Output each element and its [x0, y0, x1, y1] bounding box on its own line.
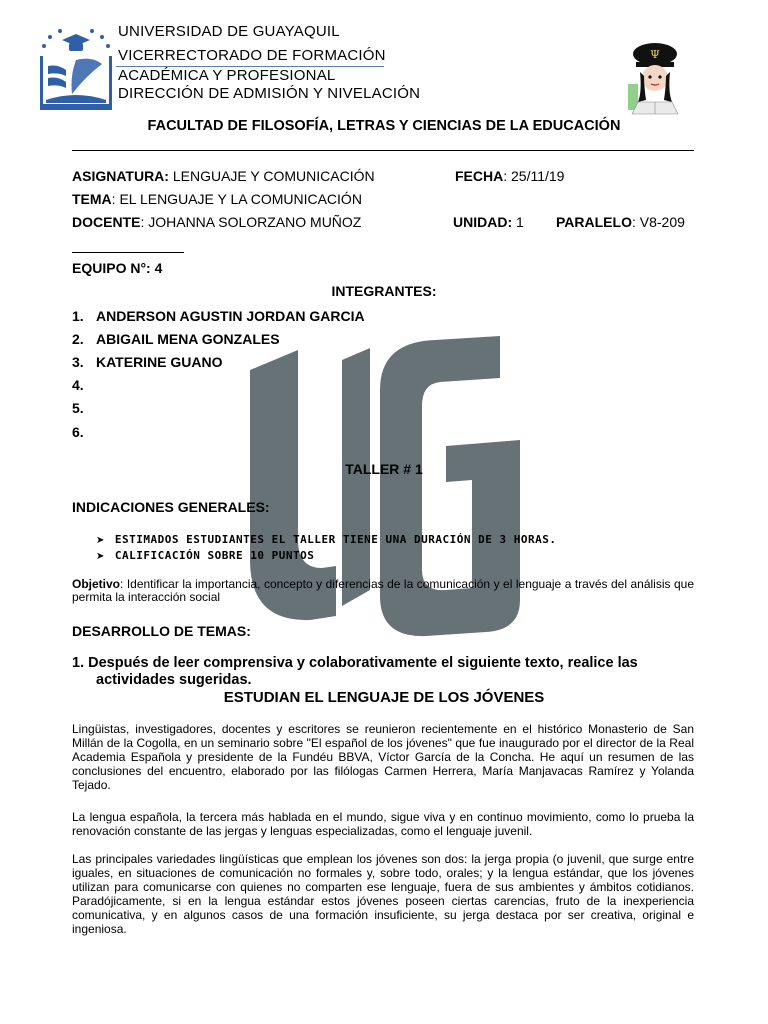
blank-underline — [72, 252, 184, 253]
question-1 — [72, 655, 712, 689]
header-divider — [72, 150, 694, 151]
reading-paragraph-2: La lengua española, la tercera más hablada en el mundo, sigue viva y en continuo movimiento, como lo prueba la renovación constante de las jergas y lenguas especializadas, como el lenguaje juvenil. — [72, 810, 694, 838]
fecha-field — [455, 168, 564, 184]
objetivo-paragraph — [72, 578, 694, 604]
docente-label: DOCENTE — [72, 214, 141, 230]
paralelo-field — [556, 214, 685, 230]
desarrollo-title: DESARROLLO DE TEMAS: — [72, 623, 251, 639]
asignatura-label: ASIGNATURA: — [72, 168, 169, 184]
objetivo-label: Objetivo — [72, 577, 121, 591]
indicacion-item: ➤ ESTIMADOS ESTUDIANTES EL TALLER TIENE UNA DURACIÓN DE 3 HORAS. — [96, 533, 557, 546]
arrow-bullet-icon: ➤ — [96, 551, 105, 562]
objetivo-text: : Identificar la importancia, concepto y diferencias de la comunicación y el lenguaje a través del análisis que permita la interacción social — [72, 577, 694, 604]
member-item: 5. — [72, 400, 84, 416]
unidad-field — [453, 214, 524, 230]
unidad-value: 1 — [512, 214, 524, 230]
question-1-line1: 1. Después de leer comprensiva y colaborativamente el siguiente texto, realice las — [72, 655, 638, 671]
indicacion-item: ➤ CALIFICACIÓN SOBRE 10 PUNTOS — [96, 549, 315, 562]
faculty-mascot-logo-icon — [620, 40, 690, 120]
unidad-label: UNIDAD: — [453, 214, 513, 230]
asignatura-field — [72, 168, 375, 184]
docente-field — [72, 214, 361, 230]
university-logo-icon — [36, 26, 116, 112]
docente-value: : JOHANNA SOLORZANO MUÑOZ — [140, 214, 362, 230]
fecha-label: FECHA — [455, 168, 504, 184]
taller-title: TALLER # 1 — [345, 461, 423, 477]
paralelo-value: : V8-209 — [631, 214, 685, 230]
svg-text:Ψ: Ψ — [650, 48, 660, 61]
vicerrectorado-title: VICERRECTORADO DE FORMACIÓN — [118, 47, 386, 64]
asignatura-value: LENGUAJE Y COMUNICACIÓN — [168, 168, 375, 184]
reading-title: ESTUDIAN EL LENGUAJE DE LOS JÓVENES — [223, 689, 545, 706]
indicaciones-title: INDICACIONES GENERALES: — [72, 499, 270, 515]
member-name: KATERINE GUANO — [96, 354, 223, 370]
question-1-line2: actividades sugeridas. — [96, 672, 252, 688]
integrantes-title: INTEGRANTES: — [331, 283, 437, 299]
member-item: 4. — [72, 377, 84, 393]
vicerrectorado-subtitle: ACADÉMICA Y PROFESIONAL — [118, 67, 336, 84]
member-item: 6. — [72, 424, 84, 440]
member-item: 1. ANDERSON AGUSTIN JORDAN GARCIA — [72, 308, 365, 324]
member-name: ANDERSON AGUSTIN JORDAN GARCIA — [96, 308, 365, 324]
arrow-bullet-icon: ➤ — [96, 535, 105, 546]
tema-label: TEMA — [72, 191, 112, 207]
tema-field — [72, 191, 362, 207]
reading-paragraph-1: Lingüistas, investigadores, docentes y escritores se reunieron recientemente en el histórico Monasterio de San Millán de la Cogolla, en un seminario sobre "El español de los jóvenes" que fue inaugurado por el director de la Real Academia Española y presidente de la Fundéu BBVA, Víctor García de la Concha. He aquí un resumen de las conclusiones del encuentro, elaborado por las filólogas Carmen Herrera, María Manjavacas Ramírez y Yolanda Tejado. — [72, 722, 694, 792]
member-item: 3. KATERINE GUANO — [72, 354, 223, 370]
direccion-title: DIRECCIÓN DE ADMISIÓN Y NIVELACIÓN — [118, 85, 421, 102]
fecha-value: : 25/11/19 — [503, 168, 565, 184]
equipo-number: EQUIPO N°: 4 — [72, 260, 163, 276]
member-name: ABIGAIL MENA GONZALES — [96, 331, 280, 347]
member-item: 2. ABIGAIL MENA GONZALES — [72, 331, 280, 347]
paralelo-label: PARALELO — [556, 214, 632, 230]
tema-value: : EL LENGUAJE Y LA COMUNICACIÓN — [111, 191, 362, 207]
university-name: UNIVERSIDAD DE GUAYAQUIL — [118, 23, 340, 40]
faculty-title: FACULTAD DE FILOSOFÍA, LETRAS Y CIENCIAS DE LA EDUCACIÓN — [147, 118, 621, 134]
reading-paragraph-3: Las principales variedades lingüísticas que emplean los jóvenes son dos: la jerga propia (o juvenil, que surge entre iguales, en situaciones de comunicación no formales y, sobre todo, orales; y la lengua estándar, que los jóvenes utilizan para comunicarse con quienes no comparten ese lenguaje, fuera de sus ambientes y ámbitos cotidianos. Paradójicamente, si en la lengua estándar estos jóvenes poseen ciertas carencias, fruto de la inexperiencia comunicativa, y en algunos casos de una formación insuficiente, su jerga destaca por ser creativa, original e ingeniosa. — [72, 852, 694, 936]
